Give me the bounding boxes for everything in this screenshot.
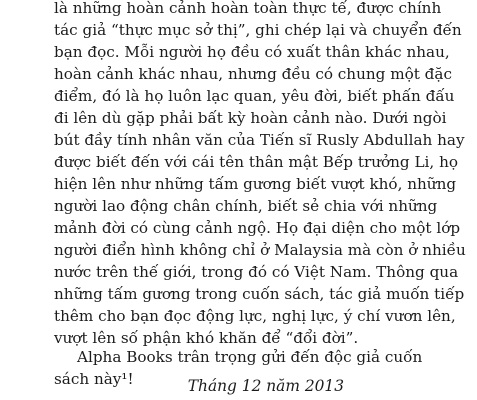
body-line: hiện lên như những tấm gương biết vượt khó, những bbox=[54, 175, 457, 193]
body-line: hoàn cảnh khác nhau, nhưng đều có chung một đặc bbox=[54, 65, 452, 83]
signature-date: Tháng 12 năm 2013 bbox=[187, 377, 344, 395]
body-line: được biết đến với cái tên thân mật Bếp trưởng Li, họ bbox=[54, 153, 458, 171]
body-line: bút đầy tính nhân văn của Tiến sĩ Rusly Abdullah hay bbox=[54, 131, 465, 149]
closing-line: Alpha Books trân trọng gửi đến độc giả cuốn bbox=[77, 348, 423, 366]
body-line: vượt lên số phận khó khăn để “đổi đời”. bbox=[54, 329, 359, 347]
body-line: là những hoàn cảnh hoàn toàn thực tế, được chính bbox=[54, 0, 442, 17]
body-line: người điển hình không chỉ ở Malaysia mà còn ở nhiều bbox=[54, 241, 466, 259]
body-line: mảnh đời có cùng cảnh ngộ. Họ đại diện cho một lớp bbox=[54, 219, 461, 237]
body-line: nước trên thế giới, trong đó có Việt Nam. Thông qua bbox=[54, 263, 459, 281]
body-line: những tấm gương trong cuốn sách, tác giả muốn tiếp bbox=[54, 285, 465, 303]
body-line: thêm cho bạn đọc động lực, nghị lực, ý chí vươn lên, bbox=[54, 307, 456, 325]
body-line: tác giả “thực mục sở thị”, ghi chép lại và chuyển đến bbox=[54, 21, 462, 39]
body-line: bạn đọc. Mỗi người họ đều có xuất thân khác nhau, bbox=[54, 43, 450, 61]
body-line: điểm, đó là họ luôn lạc quan, yêu đời, biết phấn đấu bbox=[54, 87, 455, 105]
closing-line: sách này¹! bbox=[54, 370, 134, 388]
body-line: đi lên dù gặp phải bất kỳ hoàn cảnh nào. Dưới ngòi bbox=[54, 109, 447, 127]
body-line: người lao động chân chính, biết sẻ chia với những bbox=[54, 197, 438, 215]
